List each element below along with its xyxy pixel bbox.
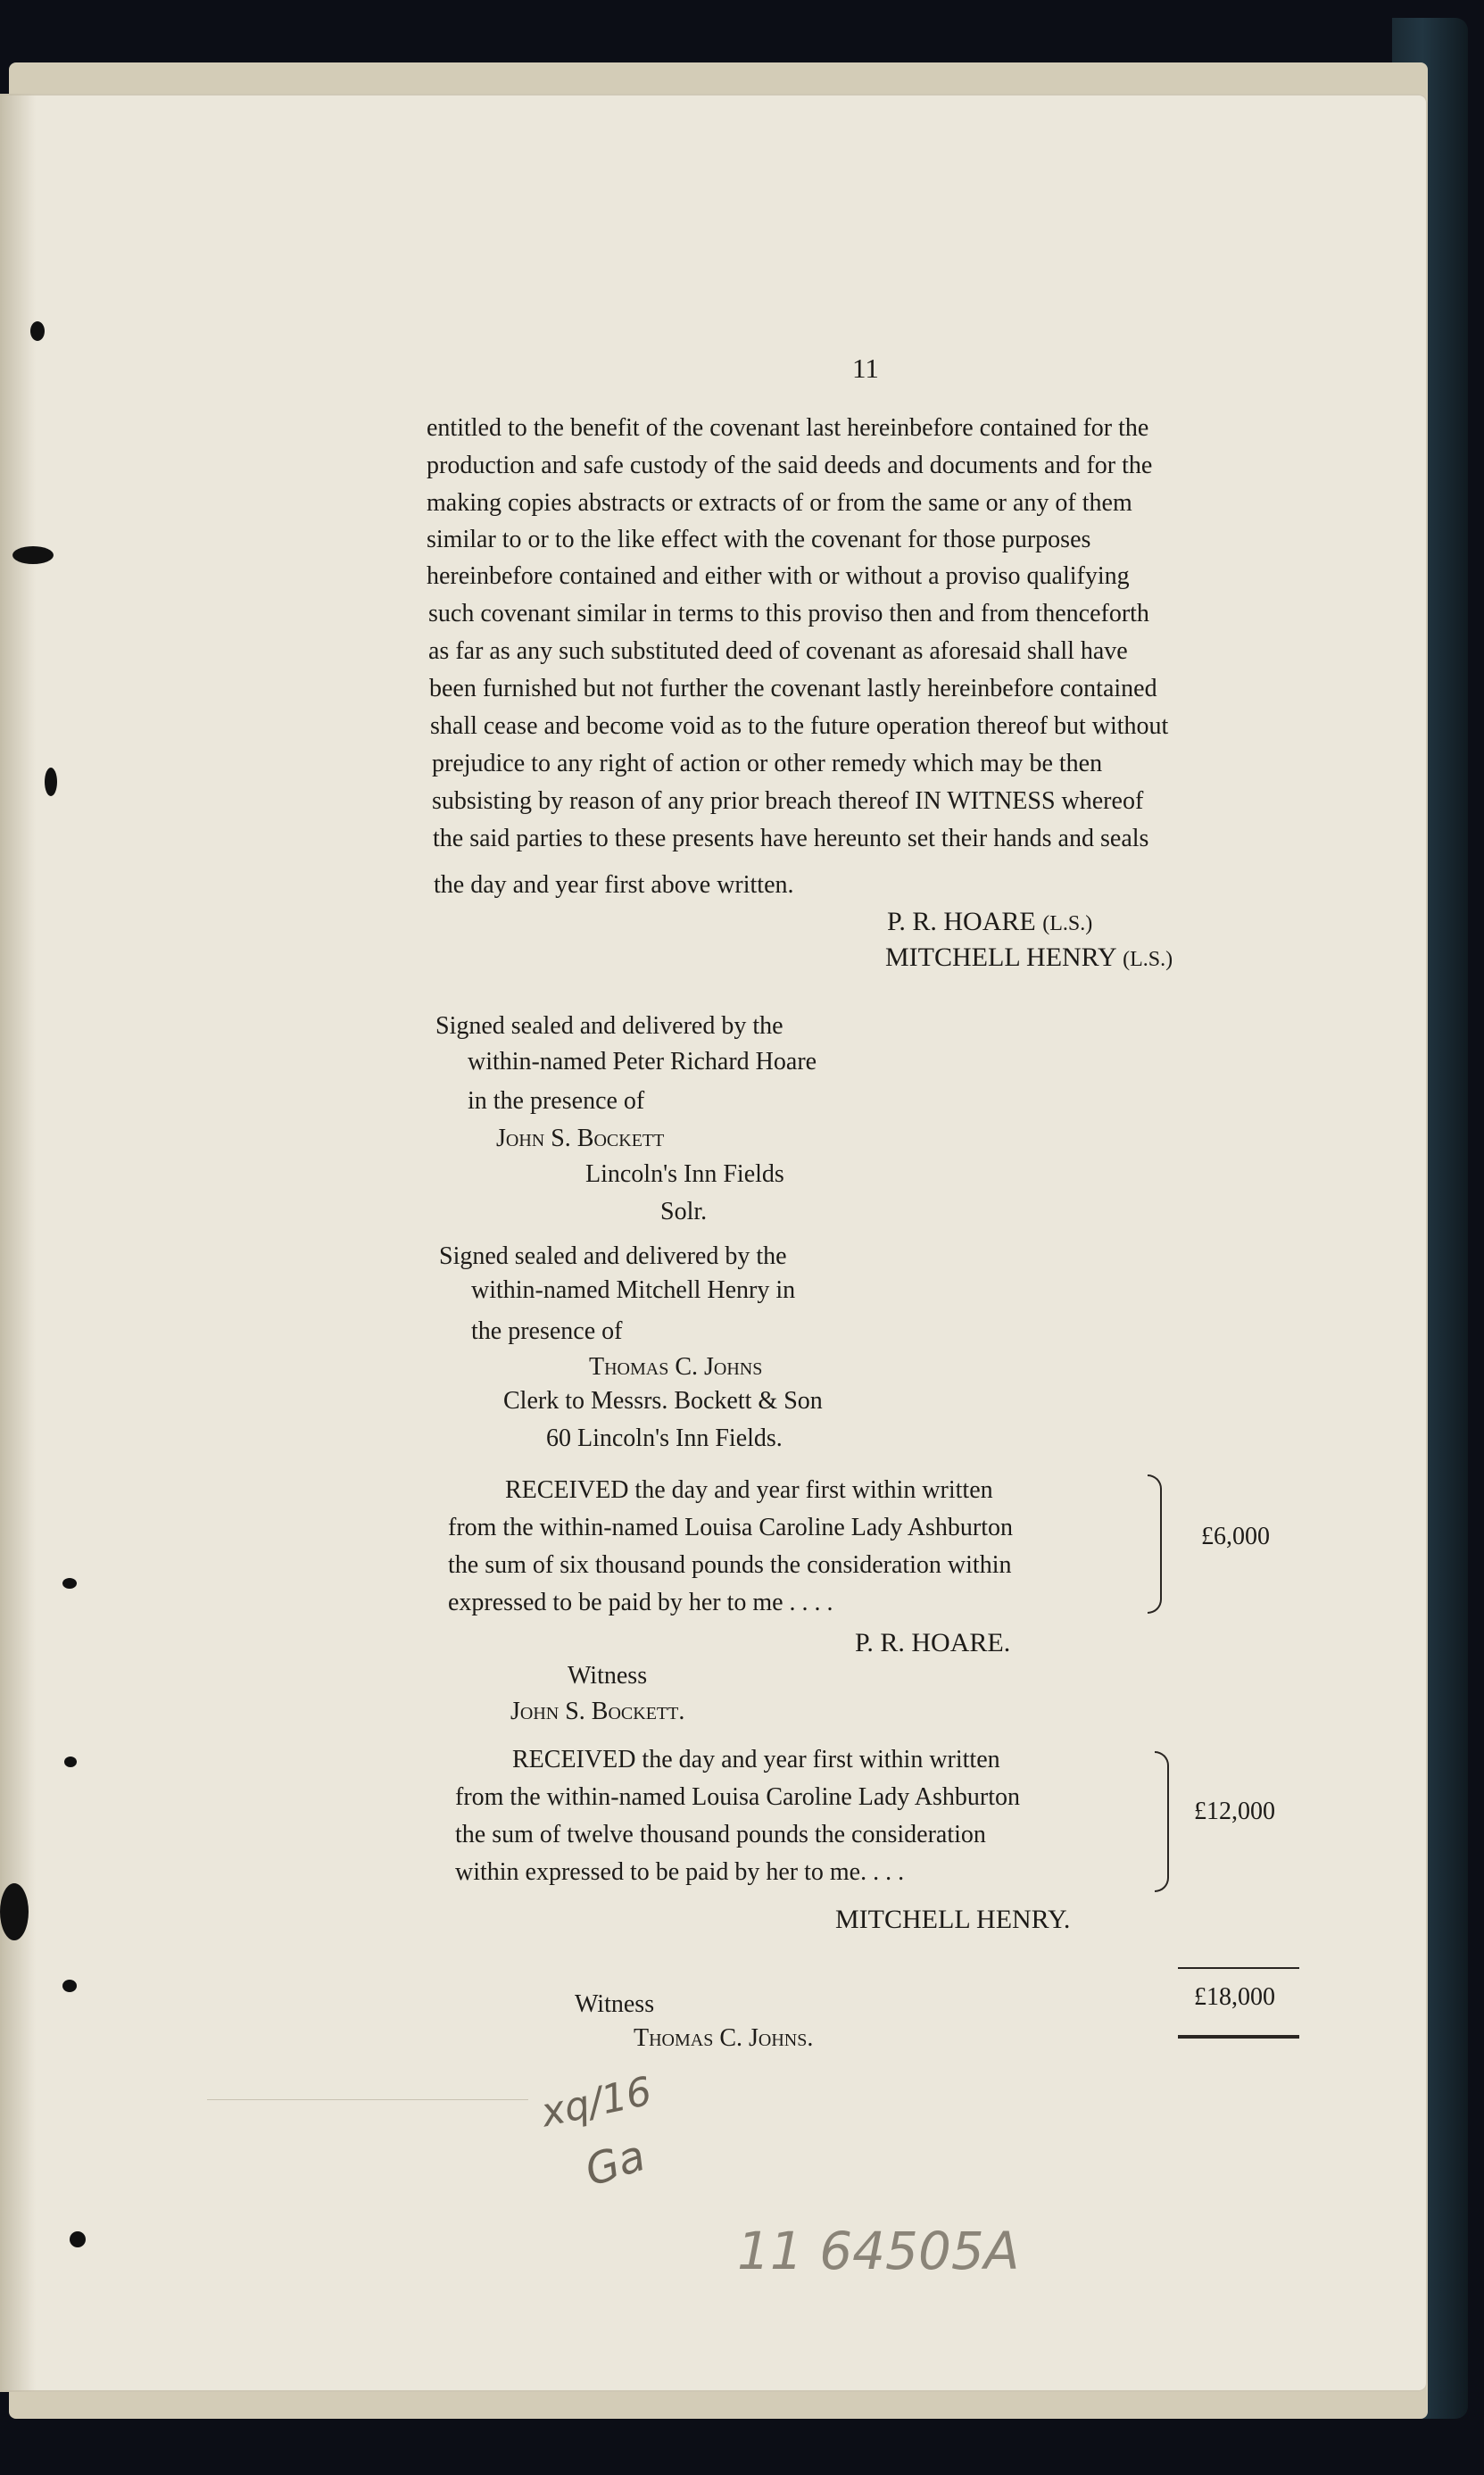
witness-name: Thomas C. Johns. [634, 2024, 814, 2052]
seal-hoare-name: P. R. HOARE [887, 907, 1036, 936]
seal-henry [885, 944, 1173, 971]
body-line: as far as any such substituted deed of covenant as aforesaid shall have [428, 637, 1128, 665]
handwritten-reference: 11 64505A [737, 2221, 1020, 2281]
attestation-henry-line: the presence of [471, 1317, 623, 1345]
receipt-line: the sum of six thousand pounds the consideration within [448, 1551, 1012, 1579]
attestation-hoare-line: in the presence of [468, 1087, 645, 1115]
receipt-line: expressed to be paid by her to me . . . . [448, 1589, 833, 1616]
binding-hole [70, 2231, 86, 2247]
page-gutter-shadow [0, 94, 36, 2392]
page-number: 11 [852, 353, 879, 384]
body-line: shall cease and become void as to the future operation thereof but without [430, 712, 1169, 740]
receipt-line: within expressed to be paid by her to me. . . . [455, 1858, 905, 1886]
receipt-amount: £6,000 [1201, 1523, 1270, 1550]
witness-name: Thomas C. Johns [589, 1353, 763, 1381]
receipt-brace [1148, 1474, 1162, 1614]
binding-hole [0, 1883, 29, 1940]
binding-hole [45, 768, 57, 796]
receipt-line: RECEIVED the day and year first within written [505, 1476, 993, 1504]
receipt-line: from the within-named Louisa Caroline Lady Ashburton [455, 1783, 1020, 1811]
attestation-henry-line: within-named Mitchell Henry in [471, 1276, 796, 1304]
seal-henry-name: MITCHELL HENRY [885, 943, 1116, 972]
witness-title: Clerk to Messrs. Bockett & Son [503, 1387, 823, 1415]
receipt-line: RECEIVED the day and year first within written [512, 1746, 1000, 1773]
handwritten-initials: Ga [578, 2130, 651, 2197]
body-line: been furnished but not further the covenant lastly hereinbefore contained [429, 675, 1157, 702]
binding-hole [62, 1980, 77, 1992]
body-line: similar to or to the like effect with the covenant for those purposes [427, 526, 1091, 553]
binding-hole [62, 1578, 77, 1589]
pencil-line [207, 2099, 528, 2100]
receipt-line: the sum of twelve thousand pounds the consideration [455, 1821, 986, 1848]
receipt-signature: P. R. HOARE. [855, 1628, 1011, 1657]
body-line: entitled to the benefit of the covenant last hereinbefore contained for the [427, 414, 1149, 442]
body-line: the day and year first above written. [434, 871, 794, 899]
binding-hole [30, 321, 45, 341]
binding-hole [64, 1757, 77, 1767]
witness-name: John S. Bockett. [510, 1698, 685, 1725]
body-line: such covenant similar in terms to this proviso then and from thenceforth [428, 600, 1149, 627]
witness-address: Lincoln's Inn Fields [585, 1160, 784, 1188]
receipt-amount: £12,000 [1194, 1798, 1275, 1825]
receipt-brace [1155, 1751, 1169, 1892]
body-line: hereinbefore contained and either with or without a proviso qualifying [427, 562, 1130, 590]
body-line: production and safe custody of the said deeds and documents and for the [427, 452, 1153, 479]
body-line: making copies abstracts or extracts of or from the same or any of them [427, 489, 1132, 517]
total-rule-top [1178, 1967, 1299, 1969]
attestation-hoare-line: Signed sealed and delivered by the [435, 1012, 783, 1040]
witness-label: Witness [575, 1990, 655, 2018]
total-rule-bottom [1178, 2035, 1299, 2039]
receipt-signature: MITCHELL HENRY. [835, 1905, 1071, 1934]
body-line: prejudice to any right of action or other remedy which may be then [432, 750, 1103, 777]
attestation-henry-line: Signed sealed and delivered by the [439, 1242, 787, 1270]
witness-label: Witness [568, 1662, 648, 1690]
receipt-line: from the within-named Louisa Caroline Lady Ashburton [448, 1514, 1013, 1541]
ls-mark: (L.S.) [1123, 948, 1173, 971]
ls-mark: (L.S.) [1042, 912, 1093, 935]
witness-name: John S. Bockett [496, 1125, 665, 1152]
total-amount: £18,000 [1194, 1983, 1275, 2011]
witness-address: 60 Lincoln's Inn Fields. [546, 1424, 783, 1452]
body-line: the said parties to these presents have hereunto set their hands and seals [433, 825, 1149, 852]
seal-hoare [887, 909, 1092, 935]
witness-title: Solr. [660, 1198, 708, 1225]
body-line: subsisting by reason of any prior breach thereof IN WITNESS whereof [432, 787, 1144, 815]
binding-hole [12, 546, 54, 564]
attestation-hoare-line: within-named Peter Richard Hoare [468, 1048, 817, 1076]
handwritten-note: xq/16 [537, 2068, 656, 2137]
